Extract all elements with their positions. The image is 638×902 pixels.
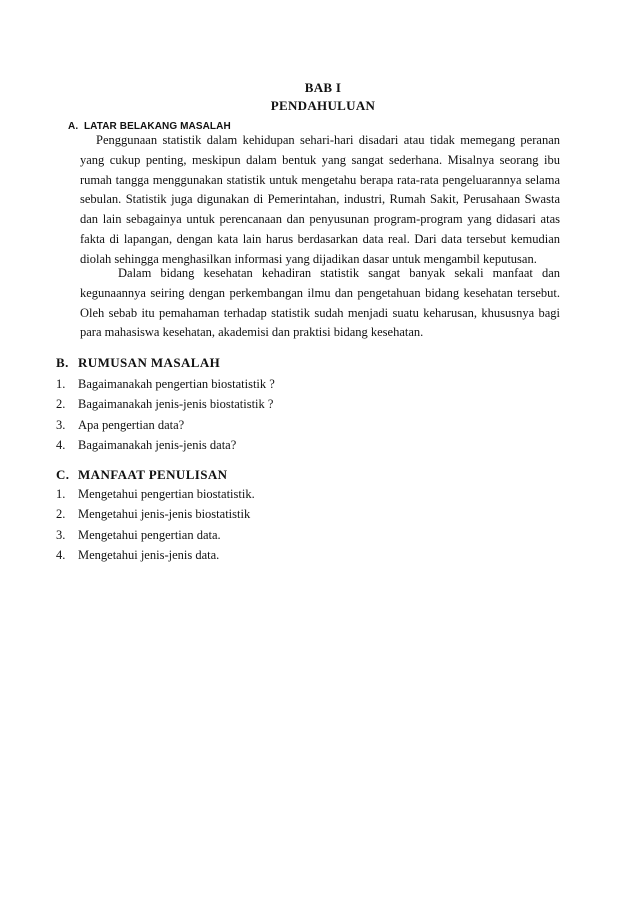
chapter-number: BAB I — [304, 80, 342, 95]
list-item-number: 3. — [56, 527, 66, 542]
list-item-text: Apa pengertian data? — [78, 417, 185, 432]
list-item-number: 2. — [56, 397, 66, 412]
list-item-text: Bagaimanakah jenis-jenis data? — [78, 437, 237, 452]
list-item-text: Bagaimanakah pengertian biostatistik ? — [78, 377, 275, 391]
list-item-number: 1. — [56, 377, 66, 391]
list-item-text: Mengetahui pengertian data. — [78, 527, 221, 542]
section-c-label: C. — [56, 467, 70, 482]
section-c-title: MANFAAT PENULISAN — [78, 467, 228, 482]
list-item-text: Bagaimanakah jenis-jenis biostatistik ? — [78, 397, 274, 412]
list-item-number: 1. — [56, 487, 66, 501]
section-b-title: RUMUSAN MASALAH — [78, 355, 221, 370]
list-item — [56, 545, 255, 565]
list-item — [56, 504, 255, 524]
background-paragraph-1: Penggunaan statistik dalam kehidupan sehari-hari disadari atau tidak memegang peranan yang cukup penting, meskipun dalam bentuk yang sangat sederhana. Misalnya seorang ibu rumah tangga menggunakan statistik untuk mengetahu berapa rata-rata pengeluarannya selama sebulan. Statistik juga digunakan di Pemerintahan, industri, Rumah Sakit, Perusahaan Swasta dan lain sebagainya untuk perencanaan dan penyusunan program-program yang didasari atas fakta di lapangan, dengan kata lain harus berdasarkan data real. Dari data tersebut kemudian diolah sehingga menghasilkan informasi yang dijadikan dasar untuk mengambil keputusan. — [80, 133, 560, 266]
list-item-number: 3. — [56, 417, 66, 432]
list-item — [56, 374, 275, 394]
section-b-heading — [56, 355, 220, 371]
background-paragraph-2: Dalam bidang kesehatan kehadiran statistik sangat banyak sekali manfaat dan kegunaannya seiring dengan perkembangan ilmu dan pengetahuan bidang kesehatan tersebut. Oleh sebab itu pemahaman terhadap statistik sudah menjadi suatu keharusan, khususnya bagi para mahasiswa kesehatan, akademisi dan praktisi bidang kesehatan. — [80, 266, 560, 340]
section-b-label: B. — [56, 355, 69, 370]
list-item-text: Mengetahui pengertian biostatistik. — [78, 487, 255, 501]
section-a-label: A. — [68, 121, 79, 132]
list-item-text: Mengetahui jenis-jenis biostatistik — [78, 507, 251, 522]
list-item-number: 4. — [56, 547, 66, 562]
problem-list — [56, 374, 275, 455]
list-item — [56, 415, 275, 435]
list-item-number: 4. — [56, 437, 66, 452]
benefit-list — [56, 484, 255, 565]
list-item-number: 2. — [56, 507, 66, 522]
section-a-title: LATAR BELAKANG MASALAH — [83, 121, 231, 132]
chapter-title: PENDAHULUAN — [270, 98, 376, 113]
section-c-heading — [56, 467, 227, 483]
list-item — [56, 435, 275, 455]
list-item-text: Mengetahui jenis-jenis data. — [78, 547, 220, 562]
list-item — [56, 525, 255, 545]
list-item — [56, 484, 255, 504]
list-item — [56, 394, 275, 414]
